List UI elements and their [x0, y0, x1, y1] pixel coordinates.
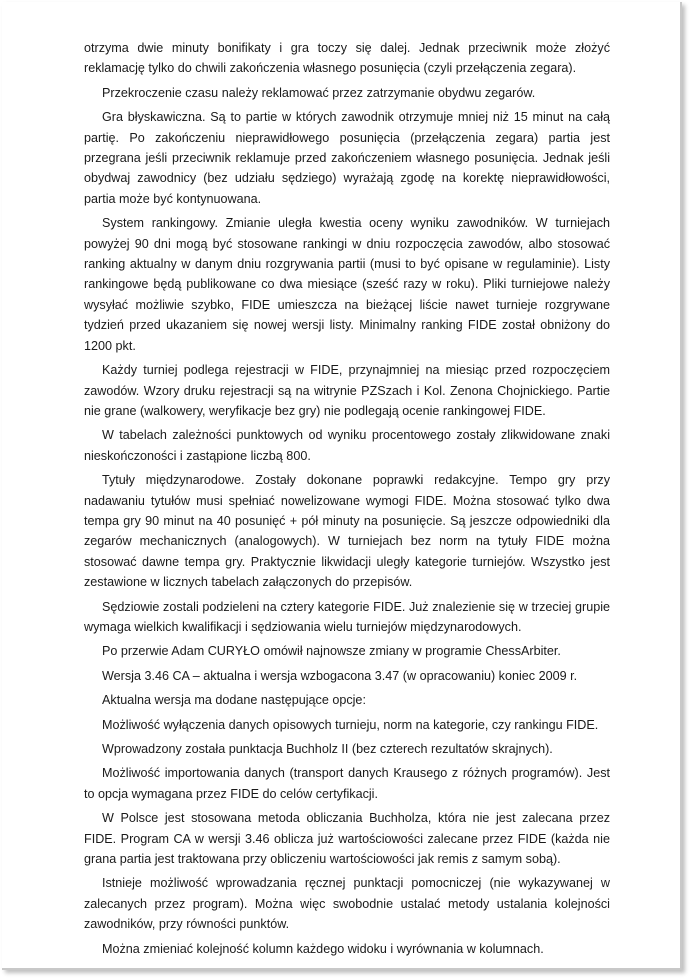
- paragraph-buchholz-poland: W Polsce jest stosowana metoda obliczania Buchholza, która nie jest zalecana przez FIDE. Program CA w wersji 3.46 oblicza już wartościowości zalecane przez FIDE (każda nie grana partia jest traktowana przy obliczeniu wartościowości jak remis z samym sobą).: [84, 811, 610, 867]
- paragraph-rating-system: System rankingowy. Zmianie uległa kwestia oceny wyniku zawodników. W turniejach powyżej 90 dni mogą być stosowane rankingi w dniu rozpoczęcia zawodów, albo stosować ranking aktualny w danym dniu rozgrywania partii (musi to być opisane w regulaminie). Listy rankingowe będą publikowane co dwa miesiące (sześć razy w roku). Pliki turniejowe należy wysyłać możliwie szybko, FIDE umieszcza na bieżącej liście nawet turnieje rozgrywane tydzień przed ukazaniem się nowej wersji listy. Minimalny ranking FIDE został obniżony do 1200 pkt.: [84, 216, 610, 353]
- paragraph-options-intro: Aktualna wersja ma dodane następujące opcje:: [102, 693, 366, 708]
- paragraph-option-disable-data: Możliwość wyłączenia danych opisowych turnieju, norm na kategorie, czy rankingu FIDE.: [102, 717, 599, 732]
- paragraph-tournament-registration: Każdy turniej podlega rejestracji w FIDE, przynajmniej na miesiąc przed rozpoczęciem zawodów. Wzory druku rejestracji są na witrynie PZSzach i Kol. Zenona Chojnickiego. Partie nie grane (walkowery, weryfikacje bez gry) nie podlegają ocenie rankingowej FIDE.: [84, 363, 610, 418]
- paragraph-international-titles: Tytuły międzynarodowe. Zostały dokonane poprawki redakcyjne. Tempo gry przy nadawaniu tytułów musi spełniać nowelizowane wymogi FIDE. Można stosować tylko dwa tempa gry 90 minut na 40 posunięć + pół minuty na posunięcie. Są jeszcze odpowiedniki dla zegarów mechanicznych (analogowych). W turniejach bez norm na tytuły FIDE można stosować dawne tempa gry. Praktycznie likwidacji uległy kategorie turniejów. Wszystko jest zestawione w licznych tabelach załączonych do przepisów.: [84, 473, 610, 590]
- document-page: [2, 2, 682, 970]
- paragraph-chessarbiter-intro: Po przerwie Adam CURYŁO omówił najnowsze zmiany w programie ChessArbiter.: [102, 644, 561, 659]
- paragraph-version-info: Wersja 3.46 CA – aktualna i wersja wzbogacona 3.47 (w opracowaniu) koniec 2009 r.: [102, 668, 578, 683]
- paragraph-option-buchholz: Wprowadzony została punktacja Buchholz II (bez czterech rezultatów skrajnych).: [102, 742, 553, 756]
- paragraph-column-order: Można zmieniać kolejność kolumn każdego widoku i wyrównania w kolumnach.: [102, 941, 544, 956]
- page-body-text: [84, 38, 610, 963]
- paragraph-manual-tiebreak: Istnieje możliwość wprowadzania ręcznej punktacji pomocniczej (nie wykazywanej w zalecanych przez program). Można więc swobodnie ustalać metody ustalania kolejności zawodników, przy równości punktów.: [84, 876, 610, 932]
- paragraph-time-claim: Przekroczenie czasu należy reklamować przez zatrzymanie obydwu zegarów.: [102, 85, 536, 100]
- paragraph-arbiter-categories: Sędziowie zostali podzieleni na cztery kategorie FIDE. Już znalezienie się w trzeciej grupie wymaga wielkich kwalifikacji i sędziowania wielu turniejów międzynarodowych.: [84, 599, 610, 634]
- paragraph-continuation: otrzyma dwie minuty bonifikaty i gra toczy się dalej. Jednak przeciwnik może złożyć reklamację tylko do chwili zakończenia własnego posunięcia (czyli przełączenia zegara).: [84, 41, 610, 76]
- paragraph-option-import: Możliwość importowania danych (transport danych Krausego z różnych programów). Jest to opcja wymagana przez FIDE do celów certyfikacji.: [84, 766, 610, 801]
- paragraph-point-tables: W tabelach zależności punktowych od wyniku procentowego zostały zlikwidowane znaki nieskończoności i zastąpione liczbą 800.: [84, 428, 610, 463]
- paragraph-blitz: Gra błyskawiczna. Są to partie w których zawodnik otrzymuje mniej niż 15 minut na całą partię. Po zakończeniu nieprawidłowego posunięcia (przełączenia zegara) partia jest przegrana jeśli przeciwnik reklamuje przed zakończeniem własnego posunięcia. Jednak jeśli obydwaj zawodnicy (bez udziału sędziego) wyrażają zgodę na korektę nieprawidłowości, partia może być kontynuowana.: [84, 110, 610, 206]
